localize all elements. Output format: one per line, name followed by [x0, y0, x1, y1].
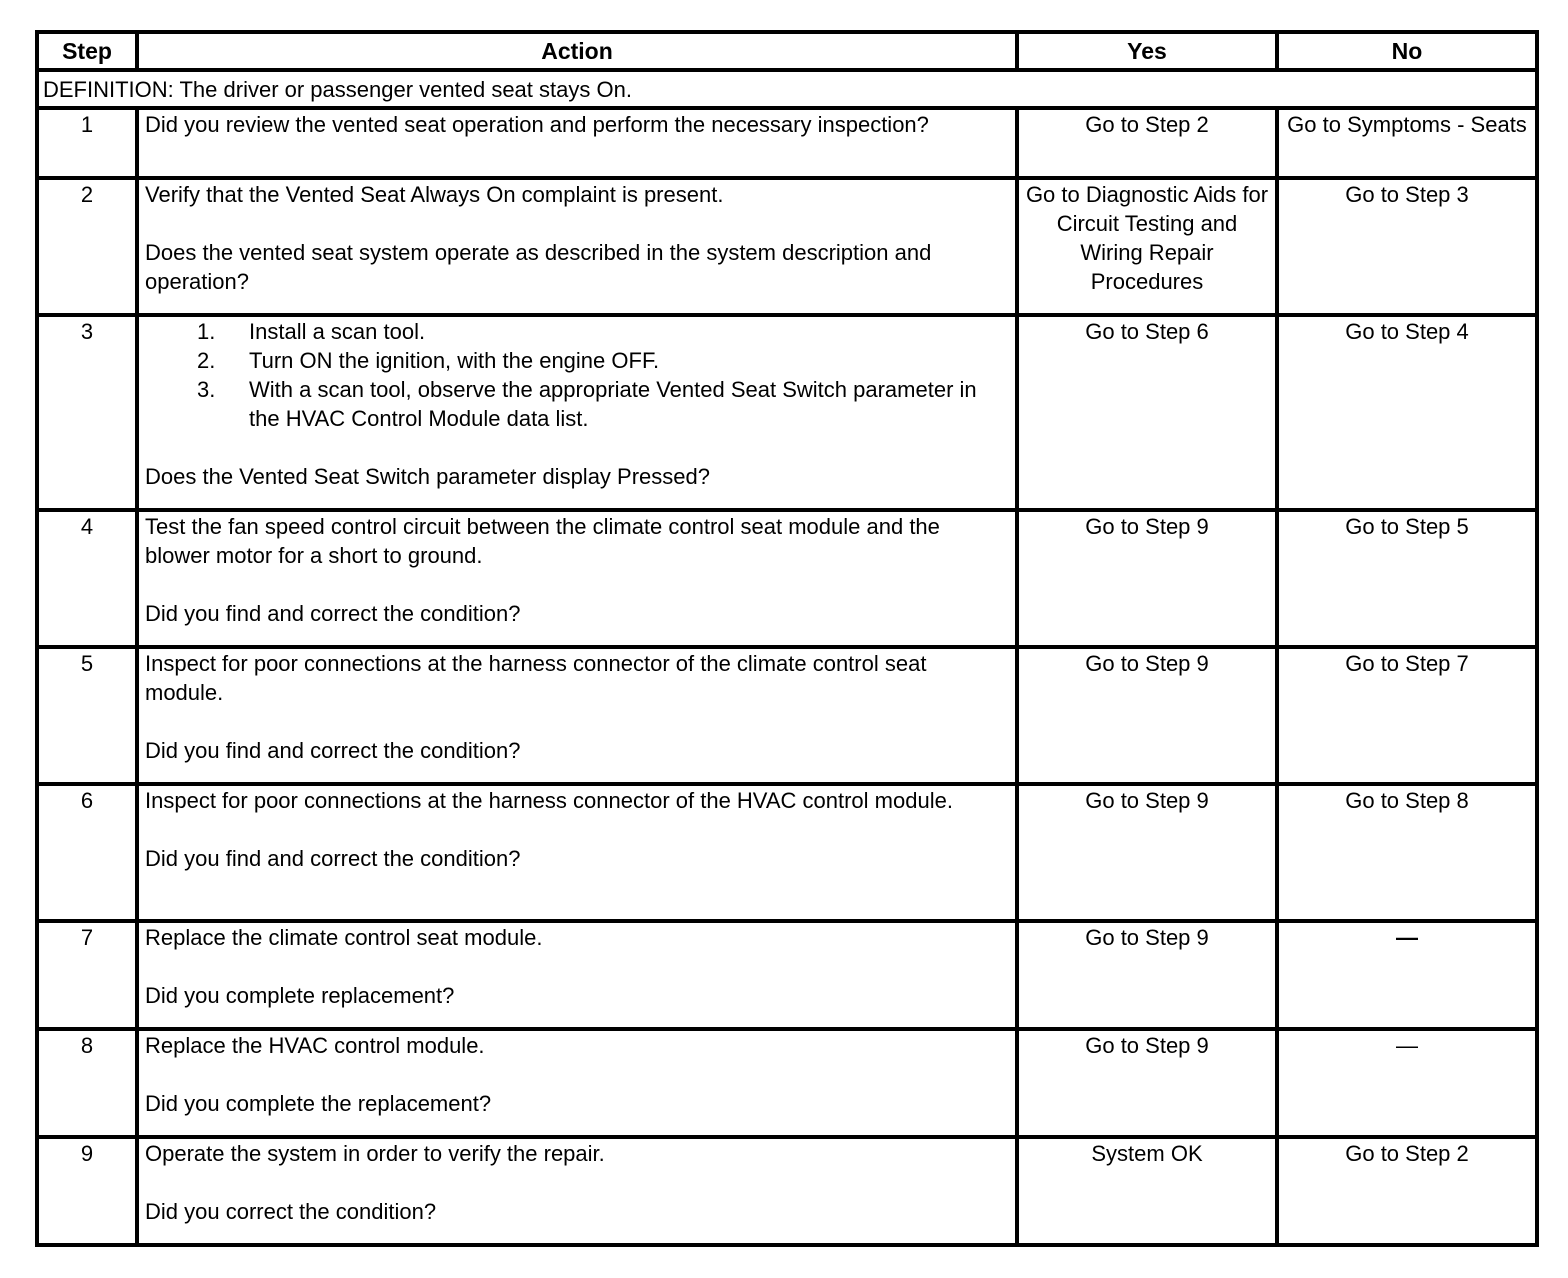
substep-item: [197, 317, 1009, 346]
table-row: [37, 1029, 1537, 1137]
step-number: 3: [37, 315, 137, 510]
action-instruction: Operate the system in order to verify the repair.: [145, 1141, 605, 1166]
yes-cell: Go to Step 9: [1017, 784, 1277, 921]
action-question: Does the Vented Seat Switch parameter display Pressed?: [145, 464, 710, 489]
step-number: 8: [37, 1029, 137, 1137]
no-cell: Go to Step 5: [1277, 510, 1537, 647]
yes-cell: Go to Diagnostic Aids for Circuit Testing and Wiring Repair Procedures: [1017, 178, 1277, 315]
action-question: Did you complete replacement?: [145, 983, 455, 1008]
no-cell: Go to Step 7: [1277, 647, 1537, 784]
action-instruction: Inspect for poor connections at the harness connector of the climate control seat module.: [145, 651, 927, 705]
action-cell: [137, 647, 1017, 784]
table-row: [37, 315, 1537, 510]
yes-cell: Go to Step 9: [1017, 921, 1277, 1029]
action-cell: [137, 1137, 1017, 1245]
header-no: No: [1277, 32, 1537, 70]
table-row: [37, 921, 1537, 1029]
substep-item: [197, 346, 1009, 375]
header-action: Action: [137, 32, 1017, 70]
action-question: Did you find and correct the condition?: [145, 738, 521, 763]
yes-cell: Go to Step 9: [1017, 510, 1277, 647]
action-instruction: Replace the climate control seat module.: [145, 925, 543, 950]
action-instruction: Replace the HVAC control module.: [145, 1033, 485, 1058]
action-cell: [137, 108, 1017, 178]
table-row: [37, 178, 1537, 315]
action-question: Does the vented seat system operate as described in the system description and operation?: [145, 240, 932, 294]
no-cell: Go to Step 4: [1277, 315, 1537, 510]
substep-text: Turn ON the ignition, with the engine OFF.: [249, 348, 660, 373]
table-row: [37, 784, 1537, 921]
action-question: Did you review the vented seat operation and perform the necessary inspection?: [145, 112, 929, 137]
table-row: [37, 1137, 1537, 1245]
table-row: [37, 510, 1537, 647]
action-cell: [137, 178, 1017, 315]
no-cell: Go to Step 8: [1277, 784, 1537, 921]
action-cell: [137, 1029, 1017, 1137]
action-instruction: Inspect for poor connections at the harness connector of the HVAC control module.: [145, 788, 953, 813]
step-number: 6: [37, 784, 137, 921]
substep-number: 2.: [197, 348, 216, 373]
action-question: Did you find and correct the condition?: [145, 846, 521, 871]
yes-cell: System OK: [1017, 1137, 1277, 1245]
table-row: [37, 647, 1537, 784]
yes-cell: Go to Step 9: [1017, 1029, 1277, 1137]
step-number: 7: [37, 921, 137, 1029]
step-number: 9: [37, 1137, 137, 1245]
substep-text: Install a scan tool.: [249, 319, 426, 344]
no-cell: Go to Step 2: [1277, 1137, 1537, 1245]
substep-number: 1.: [197, 319, 216, 344]
yes-cell: Go to Step 2: [1017, 108, 1277, 178]
action-cell: [137, 510, 1017, 647]
definition-text: DEFINITION: The driver or passenger vented seat stays On.: [37, 70, 1537, 108]
yes-cell: Go to Step 6: [1017, 315, 1277, 510]
header-step: Step: [37, 32, 137, 70]
substep-item: [197, 375, 1009, 433]
action-question: Did you find and correct the condition?: [145, 601, 521, 626]
substep-text: With a scan tool, observe the appropriate Vented Seat Switch parameter in the HVAC Control Module data list.: [249, 377, 977, 431]
step-number: 4: [37, 510, 137, 647]
definition-row: [37, 70, 1537, 108]
action-cell: [137, 315, 1017, 510]
no-cell: —: [1277, 1029, 1537, 1137]
header-yes: Yes: [1017, 32, 1277, 70]
action-question: Did you complete the replacement?: [145, 1091, 492, 1116]
action-cell: [137, 921, 1017, 1029]
diagnostic-table: [35, 30, 1539, 1247]
table-row: [37, 108, 1537, 178]
substep-number: 3.: [197, 377, 216, 402]
step-number: 2: [37, 178, 137, 315]
action-instruction: Verify that the Vented Seat Always On complaint is present.: [145, 182, 724, 207]
action-instruction: Test the fan speed control circuit between the climate control seat module and the blower motor for a short to ground.: [145, 514, 940, 568]
header-row: [37, 32, 1537, 70]
action-question: Did you correct the condition?: [145, 1199, 437, 1224]
substep-list: [145, 317, 1009, 433]
no-cell: Go to Symptoms - Seats: [1277, 108, 1537, 178]
yes-cell: Go to Step 9: [1017, 647, 1277, 784]
step-number: 1: [37, 108, 137, 178]
step-number: 5: [37, 647, 137, 784]
no-cell: —: [1277, 921, 1537, 1029]
action-cell: [137, 784, 1017, 921]
no-cell: Go to Step 3: [1277, 178, 1537, 315]
